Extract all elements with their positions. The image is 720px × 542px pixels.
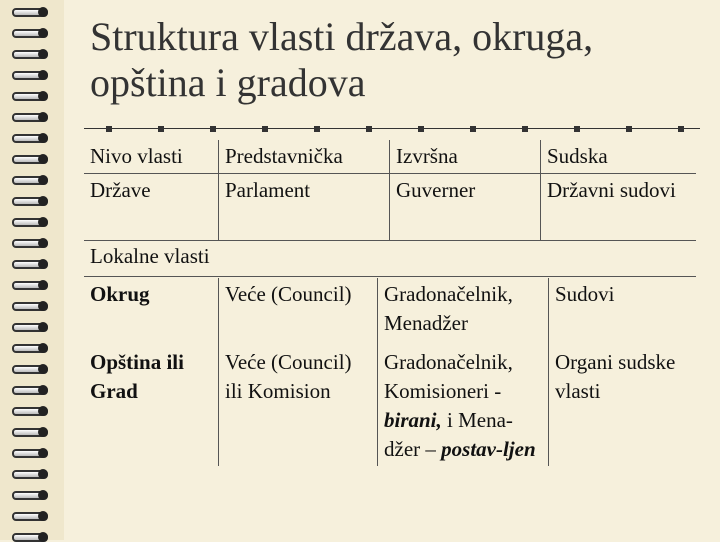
spiral-hole (38, 154, 48, 164)
notebook-spiral-binding (0, 0, 64, 540)
divider-dot (522, 126, 528, 132)
executive-postavljen: postav-ljen (441, 437, 536, 461)
cell-level: Okrug (90, 282, 150, 306)
cell-judicial: Sudovi (549, 278, 697, 340)
divider-dot (262, 126, 268, 132)
local-government-table (84, 278, 696, 466)
spiral-hole (38, 406, 48, 416)
spiral-hole (38, 511, 48, 521)
cell-level: Države (84, 174, 219, 241)
title-divider (84, 126, 700, 132)
spiral-hole (38, 112, 48, 122)
table-row (84, 174, 696, 241)
spiral-hole (38, 343, 48, 353)
divider-dot (626, 126, 632, 132)
spiral-hole (38, 490, 48, 500)
spiral-hole (38, 49, 48, 59)
spiral-hole (38, 196, 48, 206)
cell-executive: Gradonačelnik, Menadžer (378, 278, 549, 340)
divider-dot (314, 126, 320, 132)
header-level: Nivo vlasti (84, 140, 219, 174)
cell-executive (378, 340, 549, 466)
spiral-hole (38, 532, 48, 542)
table-header-row (84, 140, 696, 174)
cell-executive: Guverner (390, 174, 541, 241)
divider-dot (366, 126, 372, 132)
header-legislative: Predstavnička (219, 140, 390, 174)
spiral-hole (38, 91, 48, 101)
spiral-hole (38, 28, 48, 38)
header-executive: Izvršna (390, 140, 541, 174)
local-government-heading-row (84, 242, 696, 277)
state-government-table (84, 140, 696, 241)
cell-level: Opština ili Grad (90, 350, 184, 403)
table-row (84, 278, 696, 340)
spiral-hole (38, 385, 48, 395)
cell-judicial: Državni sudovi (541, 174, 697, 241)
table-row (84, 340, 696, 466)
spiral-hole (38, 133, 48, 143)
slide-title: Struktura vlasti država, okruga, opština i gradova (90, 14, 594, 105)
spiral-hole (38, 448, 48, 458)
spiral-hole (38, 175, 48, 185)
divider-dot (210, 126, 216, 132)
spiral-hole (38, 238, 48, 248)
divider-dot (470, 126, 476, 132)
cell-legislative: Veće (Council) ili Komision (219, 340, 378, 466)
spiral-hole (38, 469, 48, 479)
spiral-hole (38, 280, 48, 290)
cell-judicial: Organi sudske vlasti (549, 340, 697, 466)
spiral-hole (38, 259, 48, 269)
spiral-hole (38, 427, 48, 437)
spiral-hole (38, 70, 48, 80)
spiral-hole (38, 301, 48, 311)
spiral-hole (38, 364, 48, 374)
cell-legislative: Veće (Council) (219, 278, 378, 340)
divider-dot (574, 126, 580, 132)
cell-legislative: Parlament (219, 174, 390, 241)
spiral-hole (38, 217, 48, 227)
spiral-hole (38, 322, 48, 332)
divider-dot (418, 126, 424, 132)
divider-dot (678, 126, 684, 132)
header-judicial: Sudska (541, 140, 697, 174)
spiral-hole (38, 7, 48, 17)
divider-dot (106, 126, 112, 132)
executive-text-2: i Mena-džer – (384, 408, 513, 461)
divider-dot (158, 126, 164, 132)
executive-birani: birani, (384, 408, 442, 432)
local-government-heading: Lokalne vlasti (90, 244, 210, 268)
executive-text-1: Gradonačelnik, Komisioneri - (384, 350, 513, 403)
